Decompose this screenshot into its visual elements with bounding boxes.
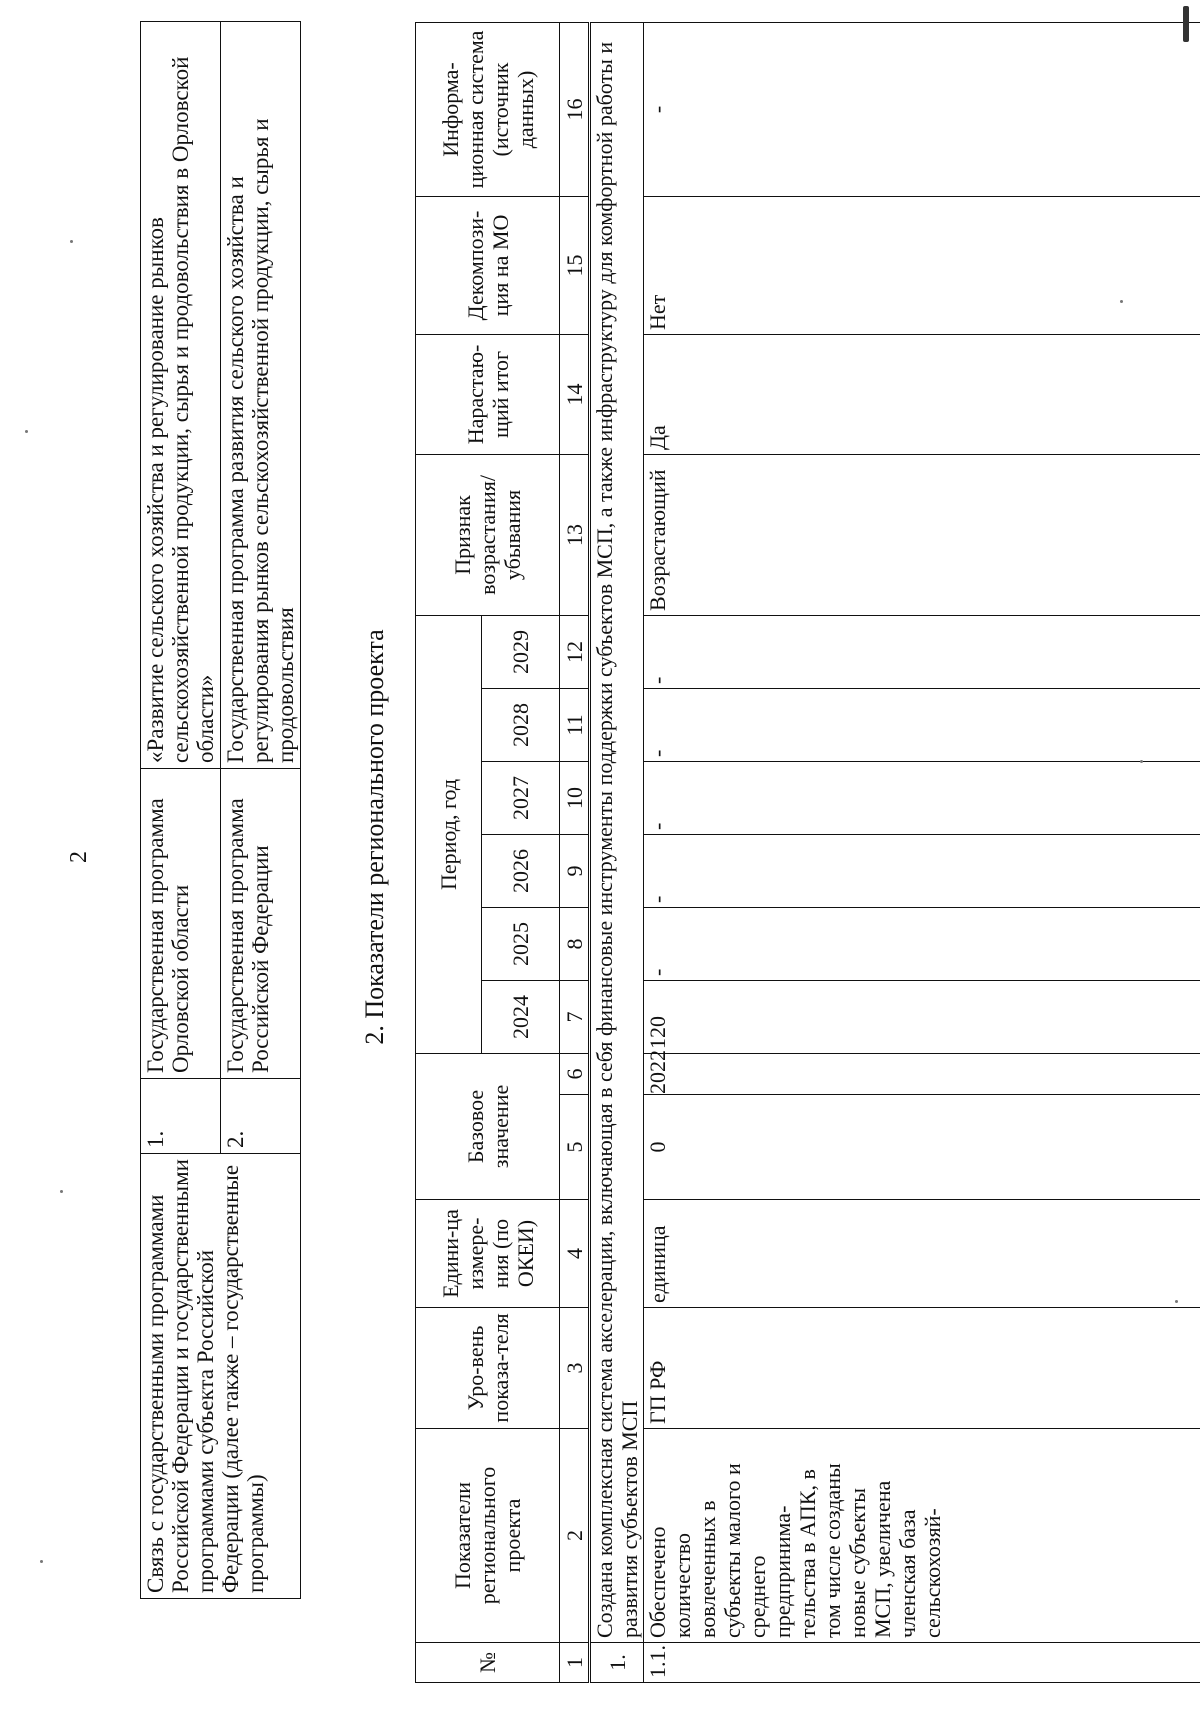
- row-unit: единица: [644, 1200, 1200, 1308]
- scan-speck: [60, 1190, 63, 1193]
- column-number: 1: [560, 1643, 590, 1683]
- indicators-table: [415, 22, 1200, 1683]
- row-base-year: 2022: [644, 1054, 1200, 1095]
- column-number: 16: [560, 22, 590, 196]
- year-header: 2029: [482, 615, 560, 688]
- row-decomposition: Нет: [644, 196, 1200, 334]
- scan-speck: [1140, 760, 1143, 763]
- column-number: 13: [560, 454, 590, 615]
- row-info-system: -: [644, 22, 1200, 196]
- column-number: 5: [560, 1095, 590, 1200]
- row-value-2025: -: [644, 908, 1200, 981]
- column-number: 3: [560, 1308, 590, 1429]
- col-period-header: Период, год: [416, 615, 482, 1053]
- row-cumulative: Да: [644, 334, 1200, 454]
- page-number: 2: [66, 851, 92, 863]
- row-level: ГП РФ: [644, 1308, 1200, 1429]
- col-info-system-header: Информа-ционная система (источник данных): [416, 22, 560, 196]
- program-name: «Развитие сельского хозяйства и регулирование рынков сельскохозяйственной продукции, сырья и продовольствия в Орловской области»: [141, 22, 221, 769]
- col-indicator-header: Показатели регионального проекта: [416, 1429, 560, 1643]
- column-number: 11: [560, 689, 590, 762]
- scan-speck: [1175, 1300, 1178, 1303]
- column-number: 8: [560, 908, 590, 981]
- section-text: Создана комплексная система акселерации, включающая в себя финансовые инструменты поддержки субъектов МСП, а также инфраструктуру для комфортной работы и развития субъектов МСП: [590, 22, 644, 1642]
- year-header: 2028: [482, 689, 560, 762]
- row-value-2024: 120: [644, 981, 1200, 1054]
- column-number: 9: [560, 835, 590, 908]
- row-base-value: 0: [644, 1095, 1200, 1200]
- col-num-header: №: [416, 1643, 560, 1683]
- year-header: 2027: [482, 762, 560, 835]
- scan-mark: [1183, 6, 1189, 42]
- header-row: [416, 22, 482, 1682]
- year-header: 2024: [482, 981, 560, 1054]
- section-title: 2. Показатели регионального проекта: [360, 629, 389, 1045]
- scan-speck: [70, 240, 73, 243]
- row-value-2027: -: [644, 762, 1200, 835]
- column-number: 15: [560, 196, 590, 334]
- row-trend: Возрастающий: [644, 454, 1200, 615]
- scan-speck: [40, 1560, 43, 1563]
- col-base-header: Базовое значение: [416, 1054, 560, 1200]
- state-programs-row: [141, 22, 221, 1599]
- program-number: 1.: [141, 1079, 221, 1154]
- col-unit-header: Едини-ца измере-ния (по ОКЕИ): [416, 1200, 560, 1308]
- program-type: Государственная программа Орловской области: [141, 769, 221, 1079]
- program-number: 2.: [221, 1079, 301, 1154]
- section-number: 1.: [590, 1643, 644, 1683]
- row-value-2026: -: [644, 835, 1200, 908]
- table-row: [644, 22, 1200, 1682]
- column-number: 4: [560, 1200, 590, 1308]
- section-row: [590, 22, 644, 1682]
- scan-speck: [25, 430, 28, 433]
- col-decomposition-header: Декомпози-ция на МО: [416, 196, 560, 334]
- column-numbers-row: [560, 22, 590, 1682]
- row-value-2029: -: [644, 615, 1200, 688]
- column-number: 7: [560, 981, 590, 1054]
- column-number: 2: [560, 1429, 590, 1643]
- column-number: 12: [560, 615, 590, 688]
- col-cumulative-header: Нарастаю-щий итог: [416, 334, 560, 454]
- col-trend-header: Признак возрастания/ убывания: [416, 454, 560, 615]
- row-number: 1.1.: [644, 1643, 1200, 1683]
- row-indicator: Обеспечено количество вовлеченных в субъекты малого и среднего предпринима-тельства в АПК, в том числе созданы новые субъекты МСП, увеличена членская база сельскохозяй-: [644, 1429, 1200, 1643]
- row-value-2028: -: [644, 689, 1200, 762]
- column-number: 6: [560, 1054, 590, 1095]
- state-programs-table: [140, 21, 301, 1599]
- column-number: 10: [560, 762, 590, 835]
- program-name: Государственная программа развития сельского хозяйства и регулирования рынков сельскохозяйственной продукции, сырья и продовольствия: [221, 22, 301, 769]
- year-header: 2026: [482, 835, 560, 908]
- program-type: Государственная программа Российской Федерации: [221, 769, 301, 1079]
- year-header: 2025: [482, 908, 560, 981]
- state-programs-label: Связь с государственными программами Российской Федерации и государственными программами субъекта Российской Федерации (далее также – государственные программы): [141, 1154, 301, 1599]
- col-level-header: Уро-вень показа-теля: [416, 1308, 560, 1429]
- column-number: 14: [560, 334, 590, 454]
- scan-speck: [1120, 300, 1123, 303]
